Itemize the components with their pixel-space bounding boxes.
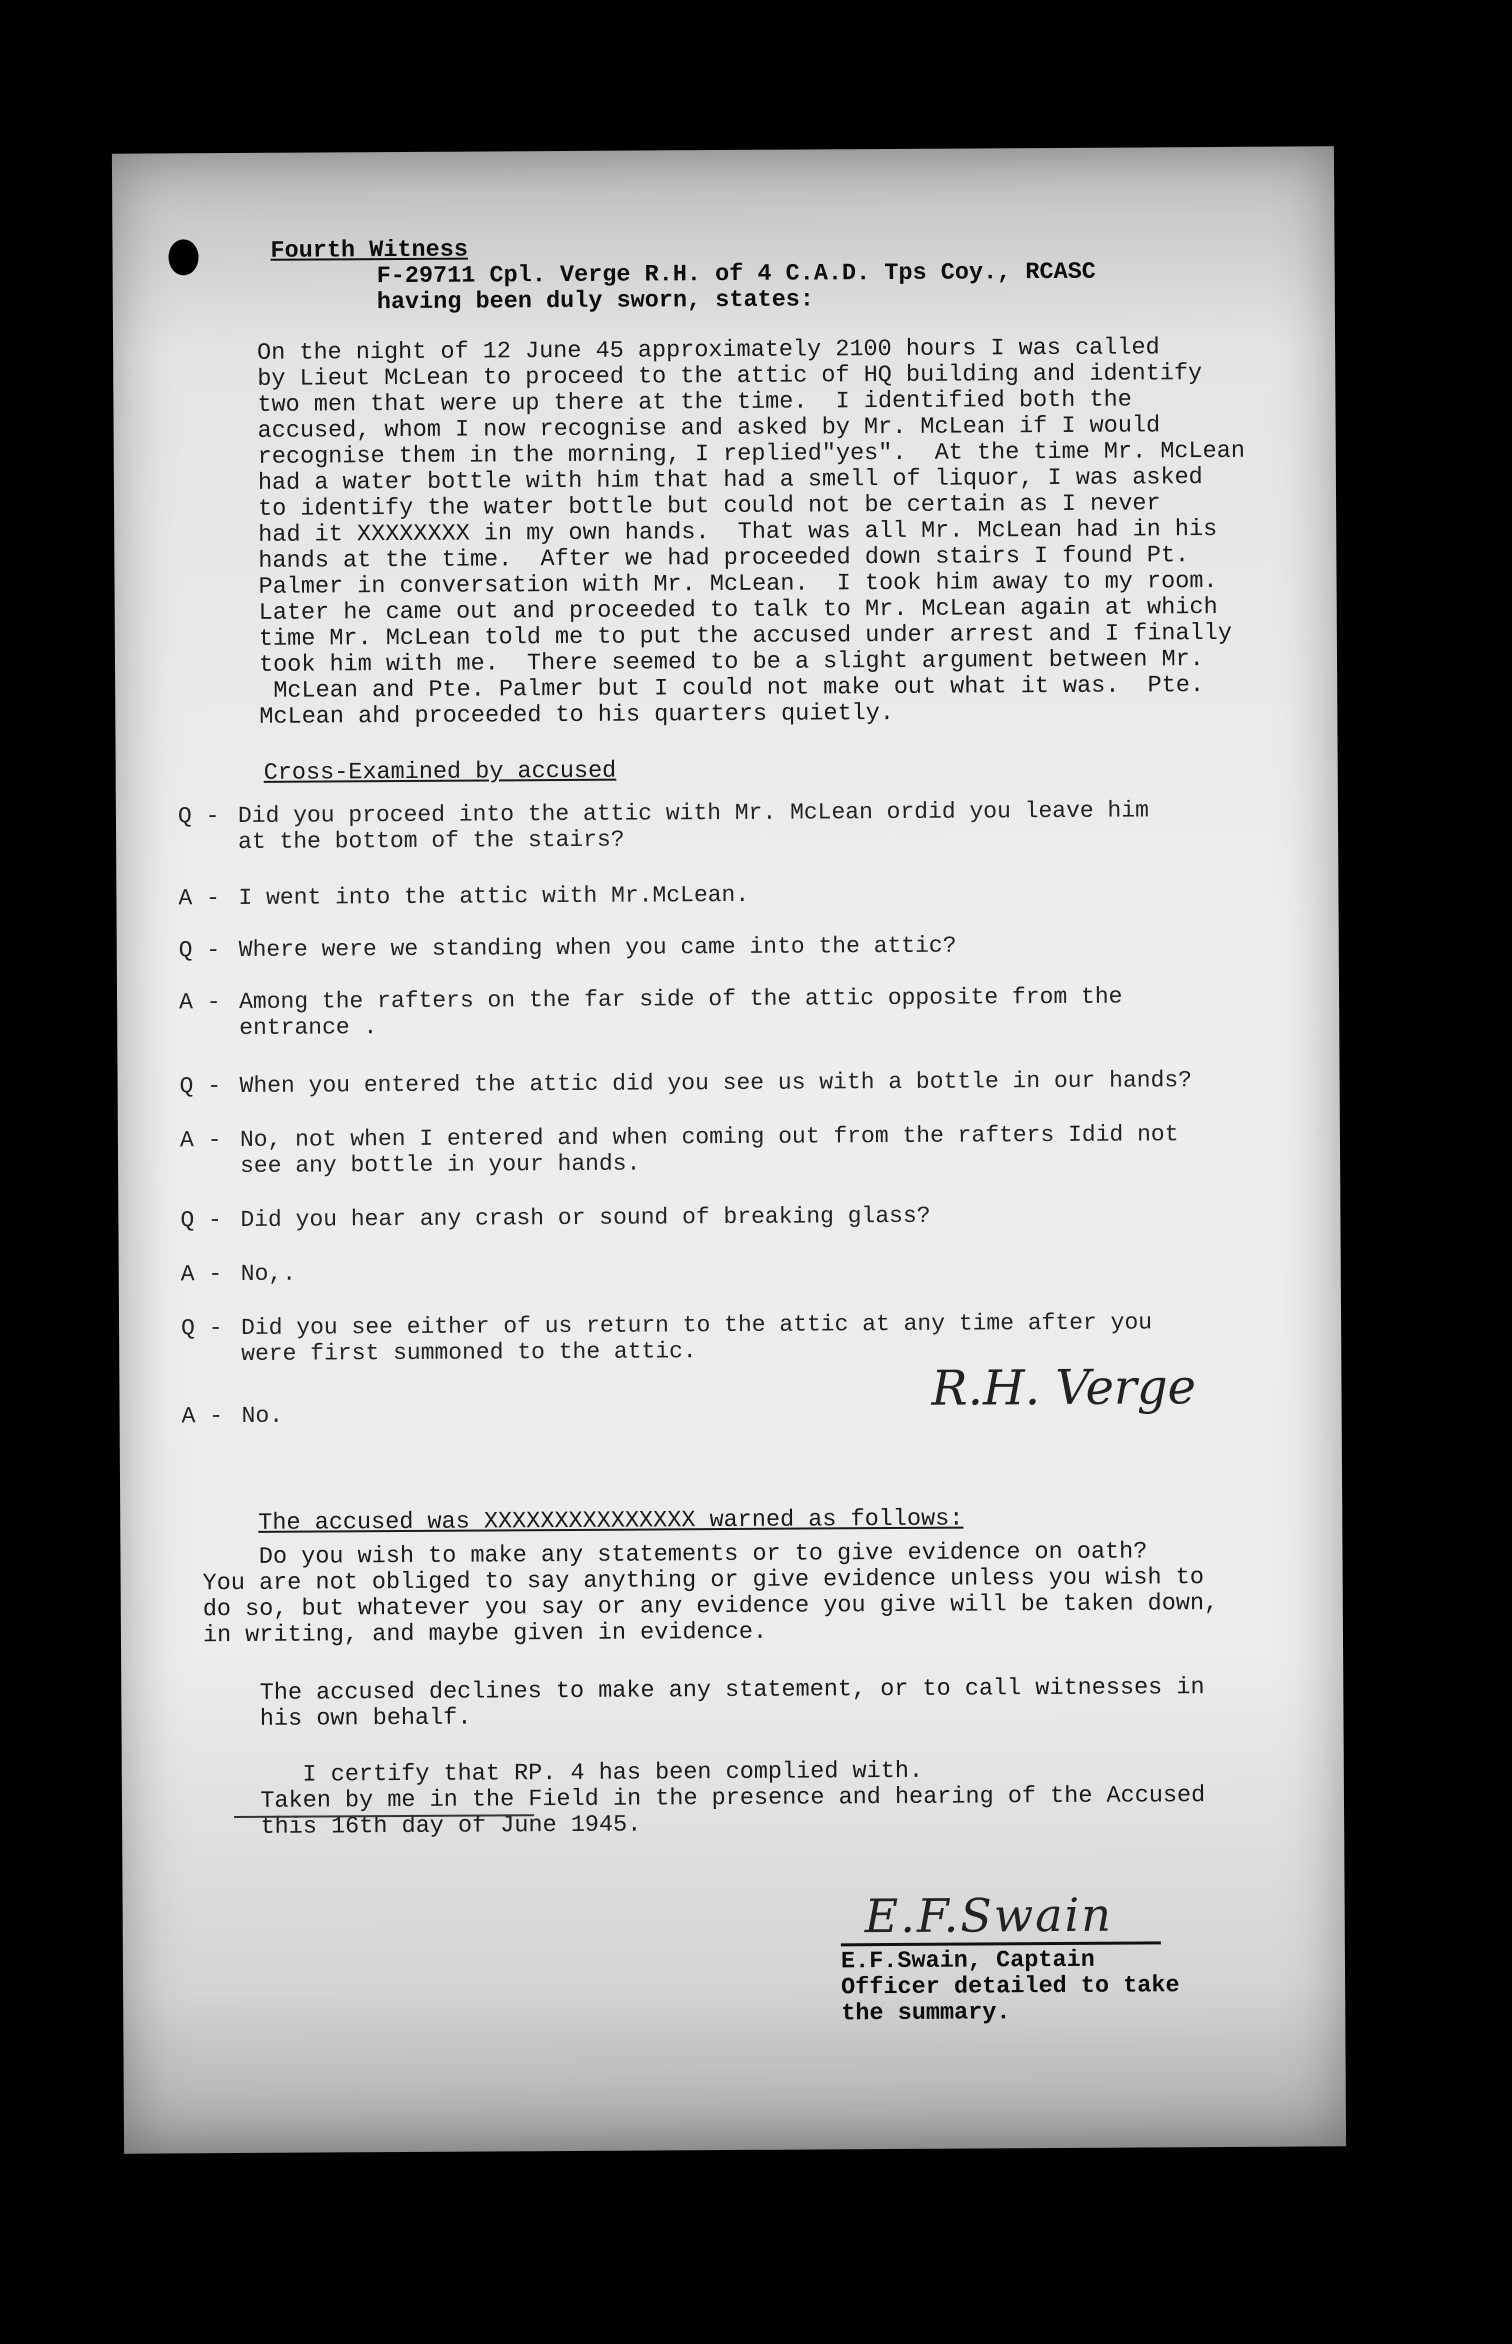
warning-block xyxy=(202,1539,1218,1649)
answer-item xyxy=(178,882,749,911)
question-item xyxy=(180,1203,930,1234)
question-item xyxy=(178,797,1149,855)
officer-signature: E.F.Swain xyxy=(864,1887,1114,1944)
qa-continuation-line: at the bottom of the stairs? xyxy=(238,826,625,855)
qa-continuation-line: entrance . xyxy=(239,1014,378,1041)
document-page xyxy=(112,146,1346,2153)
statement-line: to identify the water bottle but could not be certain as I never xyxy=(257,490,1161,523)
certify-line: Taken by me in the Field in the presence and hearing of the Accused xyxy=(203,1782,1206,1816)
statement-line: had a water bottle with him that had a smell of liquor, I was asked xyxy=(257,464,1203,497)
declines-block xyxy=(203,1675,1205,1733)
qa-continuation-line: see any bottle in your hands. xyxy=(240,1150,641,1179)
qa-first-line xyxy=(180,1203,930,1234)
warning-line: You are not obliged to say anything or give evidence unless you wish to xyxy=(202,1564,1204,1598)
officer-line: the summary. xyxy=(841,1999,1011,2028)
qa-first-line xyxy=(180,1067,1192,1099)
qa-marker: Q - xyxy=(179,1073,222,1100)
qa-marker: A - xyxy=(179,989,221,1016)
statement-block xyxy=(257,335,1247,731)
warning-line: do so, but whatever you say or any evidence you give will be taken down, xyxy=(202,1590,1219,1624)
statement-line: had it XXXXXXXX in my own hands. That was all Mr. McLean had in his xyxy=(258,516,1218,549)
qa-text: No,. xyxy=(240,1260,297,1287)
statement-line: McLean ahd proceeded to his quarters quietly. xyxy=(259,699,895,731)
qa-text: When you entered the attic did you see us with a bottle in our hands? xyxy=(239,1067,1193,1099)
signature-line xyxy=(841,1941,1161,1946)
qa-text: Did you proceed into the attic with Mr. McLean ordid you leave him xyxy=(237,797,1149,829)
qa-marker: Q - xyxy=(177,803,220,830)
declines-line: his own behalf. xyxy=(203,1704,472,1734)
section-heading: Fourth Witness xyxy=(270,236,469,265)
question-item xyxy=(179,933,957,964)
certify-line: I certify that RP. 4 has been complied with. xyxy=(203,1757,924,1790)
declines-line: The accused declines to make any statement, or to call witnesses in xyxy=(203,1674,1205,1708)
qa-first-line xyxy=(181,1261,296,1288)
qa-text: Did you hear any crash or sound of breaking glass? xyxy=(240,1202,931,1233)
qa-first-line xyxy=(179,933,957,964)
statement-line: accused, whom I now recognise and asked by Mr. McLean if I would xyxy=(257,412,1161,445)
qa-marker: Q - xyxy=(178,937,221,964)
qa-marker: A - xyxy=(179,1127,222,1154)
certification-block xyxy=(204,1757,1206,1841)
officer-line: Officer detailed to take xyxy=(841,1972,1180,2002)
qa-marker: A - xyxy=(181,1403,224,1430)
officer-line: E.F.Swain, Captain xyxy=(840,1946,1095,1976)
witness-signature: R.H. Verge xyxy=(931,1359,1197,1417)
qa-text: Did you see either of us return to the attic at any time after you xyxy=(240,1309,1153,1341)
warning-heading: The accused was XXXXXXXXXXXXXXX warned as follows: xyxy=(258,1505,964,1537)
punch-hole xyxy=(168,239,198,275)
qa-marker: Q - xyxy=(180,1207,222,1234)
qa-marker: A - xyxy=(180,1261,223,1288)
answer-item xyxy=(179,984,1123,1042)
statement-line: McLean and Pte. Palmer but I could not make out what it was. Pte. xyxy=(259,672,1205,705)
qa-first-line xyxy=(182,1403,284,1430)
qa-text: No, not when I entered and when coming out from the rafters Idid not xyxy=(239,1121,1179,1153)
qa-text: I went into the attic with Mr.McLean. xyxy=(238,881,750,911)
question-item xyxy=(181,1309,1152,1367)
statement-line: took him with me. There seemed to be a slight argument between Mr. xyxy=(258,646,1204,679)
statement-line: Later he came out and proceeded to talk to Mr. McLean again at which xyxy=(258,594,1218,627)
statement-line: time Mr. McLean told me to put the accused under arrest and I finally xyxy=(258,619,1232,653)
statement-line: On the night of 12 June 45 approximately 2100 hours I was called xyxy=(257,334,1160,367)
statement-line: two men that were up there at the time. I identified both the xyxy=(257,386,1132,419)
answer-item xyxy=(180,1121,1179,1179)
witness-line-2: having been duly sworn, states: xyxy=(376,286,815,317)
qa-continuation-line: were first summoned to the attic. xyxy=(241,1338,697,1367)
qa-text: Where were we standing when you came into the attic? xyxy=(238,932,957,963)
qa-text: No. xyxy=(241,1402,284,1429)
cross-examination-heading: Cross-Examined by accused xyxy=(263,757,617,787)
witness-line-1: F-29711 Cpl. Verge R.H. of 4 C.A.D. Tps Coy., RCASC xyxy=(376,258,1096,291)
question-item xyxy=(180,1067,1192,1099)
warning-line: in writing, and maybe given in evidence. xyxy=(202,1618,768,1650)
statement-line: by Lieut McLean to proceed to the attic of HQ building and identify xyxy=(257,360,1203,393)
statement-line: Palmer in conversation with Mr. McLean. I took him away to my room. xyxy=(258,568,1218,601)
statement-line: recognise them in the morning, I replied"yes". At the time Mr. McLean xyxy=(257,437,1245,471)
officer-block xyxy=(841,1947,1180,2027)
qa-marker: Q - xyxy=(180,1315,223,1342)
answer-item xyxy=(182,1403,284,1430)
warning-line: Do you wish to make any statements or to give evidence on oath? xyxy=(202,1538,1148,1572)
statement-line: hands at the time. After we had proceeded down stairs I found Pt. xyxy=(258,542,1190,575)
qa-marker: A - xyxy=(178,885,220,912)
answer-item xyxy=(181,1261,296,1288)
certify-line: this 16th day of June 1945. xyxy=(204,1811,642,1842)
qa-text: Among the rafters on the far side of the attic opposite from the xyxy=(239,983,1123,1015)
qa-first-line xyxy=(178,882,749,911)
